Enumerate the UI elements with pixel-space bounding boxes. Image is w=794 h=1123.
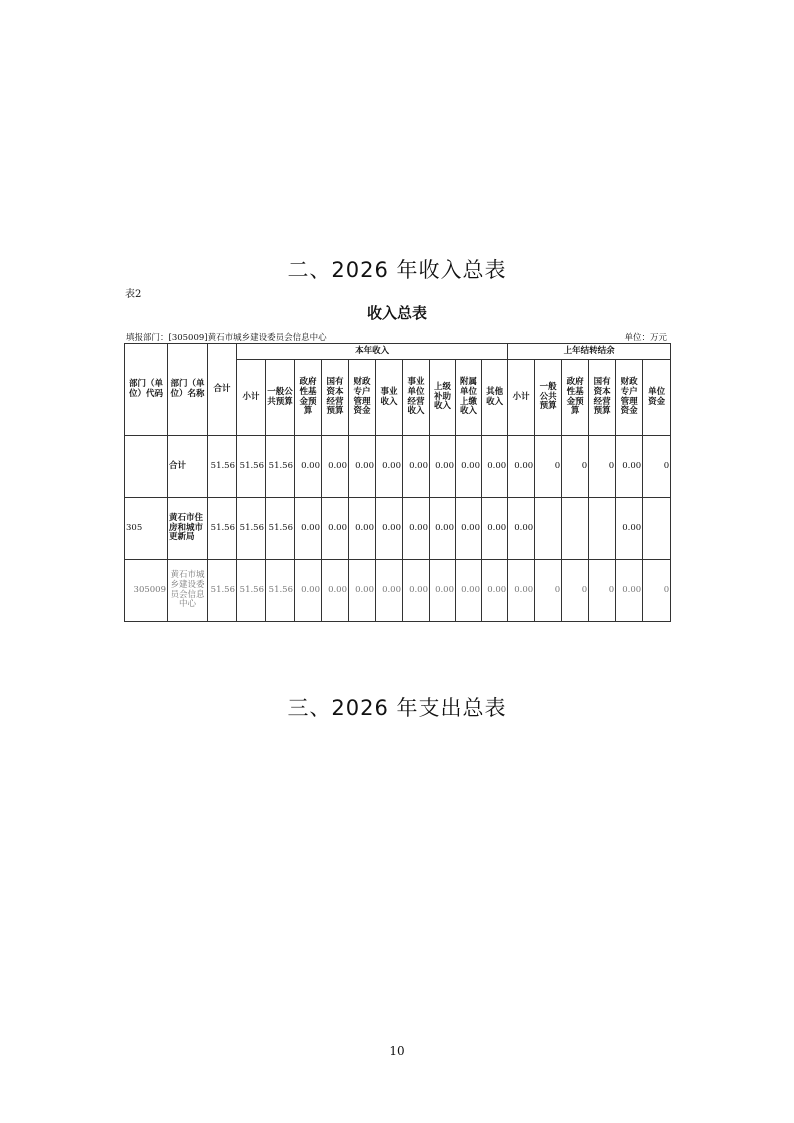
cell <box>535 498 562 560</box>
cell: 0.00 <box>508 560 535 622</box>
header-col: 财政专户管理资金 <box>349 360 376 436</box>
cell: 0.00 <box>482 560 508 622</box>
cell: 0.00 <box>482 498 508 560</box>
page-number: 10 <box>389 1044 405 1058</box>
header-col: 一般公共预算 <box>535 360 562 436</box>
cell: 0.00 <box>376 436 403 498</box>
table-row <box>125 560 671 622</box>
cell: 0.00 <box>456 436 482 498</box>
cell: 0 <box>643 436 671 498</box>
header-col: 小计 <box>237 360 266 436</box>
cell: 0.00 <box>616 560 643 622</box>
table-row <box>125 498 671 560</box>
cell: 0.00 <box>403 498 430 560</box>
cell: 0.00 <box>456 560 482 622</box>
header-col: 上级补助收入 <box>430 360 456 436</box>
cell: 51.56 <box>237 498 266 560</box>
cell: 0.00 <box>322 436 349 498</box>
header-total: 合计 <box>208 344 237 436</box>
cell: 0.00 <box>616 436 643 498</box>
cell: 51.56 <box>266 498 295 560</box>
row-name: 黄石市城乡建设委员会信息中心 <box>168 560 208 622</box>
header-current-year-income: 本年收入 <box>237 344 508 360</box>
cell: 0 <box>535 436 562 498</box>
row-code <box>125 436 168 498</box>
income-section-heading: 二、2026 年收入总表 <box>287 258 507 282</box>
cell: 0.00 <box>295 560 322 622</box>
cell: 0 <box>562 560 589 622</box>
row-name: 合计 <box>168 436 208 498</box>
header-col: 一般公共预算 <box>266 360 295 436</box>
table-row <box>125 436 671 498</box>
cell: 0.00 <box>508 436 535 498</box>
row-name: 黄石市住房和城市更新局 <box>168 498 208 560</box>
cell: 0.00 <box>403 436 430 498</box>
cell: 0.00 <box>322 560 349 622</box>
row-code: 305009 <box>125 560 168 622</box>
income-summary-table <box>124 343 671 622</box>
header-col: 单位资金 <box>643 360 671 436</box>
cell <box>643 498 671 560</box>
table-title: 收入总表 <box>366 304 427 322</box>
cell: 0.00 <box>456 498 482 560</box>
cell: 0.00 <box>508 498 535 560</box>
cell: 0.00 <box>482 436 508 498</box>
cell: 51.56 <box>208 560 237 622</box>
cell: 0.00 <box>430 498 456 560</box>
fill-unit: 填报部门：[305009]黄石市城乡建设委员会信息中心 <box>126 333 327 343</box>
cell: 0.00 <box>403 560 430 622</box>
row-code: 305 <box>125 498 168 560</box>
cell: 0.00 <box>376 498 403 560</box>
cell: 0.00 <box>349 498 376 560</box>
header-col: 财政专户管理资金 <box>616 360 643 436</box>
header-col: 政府性基金预算 <box>562 360 589 436</box>
header-col: 附属单位上缴收入 <box>456 360 482 436</box>
cell <box>589 498 616 560</box>
header-col: 小计 <box>508 360 535 436</box>
cell: 0 <box>589 560 616 622</box>
cell: 0.00 <box>430 436 456 498</box>
table-label: 表2 <box>125 289 142 300</box>
cell: 51.56 <box>208 436 237 498</box>
cell <box>562 498 589 560</box>
cell: 0.00 <box>376 560 403 622</box>
cell: 0.00 <box>349 560 376 622</box>
header-prior-year-carryover: 上年结转结余 <box>508 344 671 360</box>
cell: 0 <box>535 560 562 622</box>
cell: 51.56 <box>237 560 266 622</box>
cell: 0.00 <box>349 436 376 498</box>
cell: 0 <box>562 436 589 498</box>
header-col: 国有资本经营预算 <box>322 360 349 436</box>
cell: 0.00 <box>295 436 322 498</box>
cell: 0.00 <box>616 498 643 560</box>
cell: 51.56 <box>266 436 295 498</box>
cell: 51.56 <box>208 498 237 560</box>
cell: 51.56 <box>237 436 266 498</box>
cell: 0 <box>643 560 671 622</box>
header-col: 政府性基金预算 <box>295 360 322 436</box>
cell: 0 <box>589 436 616 498</box>
header-col: 国有资本经营预算 <box>589 360 616 436</box>
unit-label: 单位：万元 <box>624 333 667 343</box>
cell: 0.00 <box>295 498 322 560</box>
header-col: 事业收入 <box>376 360 403 436</box>
header-dept-code: 部门（单位）代码 <box>125 344 168 436</box>
cell: 0.00 <box>322 498 349 560</box>
expense-section-heading: 三、2026 年支出总表 <box>287 696 507 720</box>
header-dept-name: 部门（单位）名称 <box>168 344 208 436</box>
cell: 51.56 <box>266 560 295 622</box>
header-col: 事业单位经营收入 <box>403 360 430 436</box>
cell: 0.00 <box>430 560 456 622</box>
header-col: 其他收入 <box>482 360 508 436</box>
